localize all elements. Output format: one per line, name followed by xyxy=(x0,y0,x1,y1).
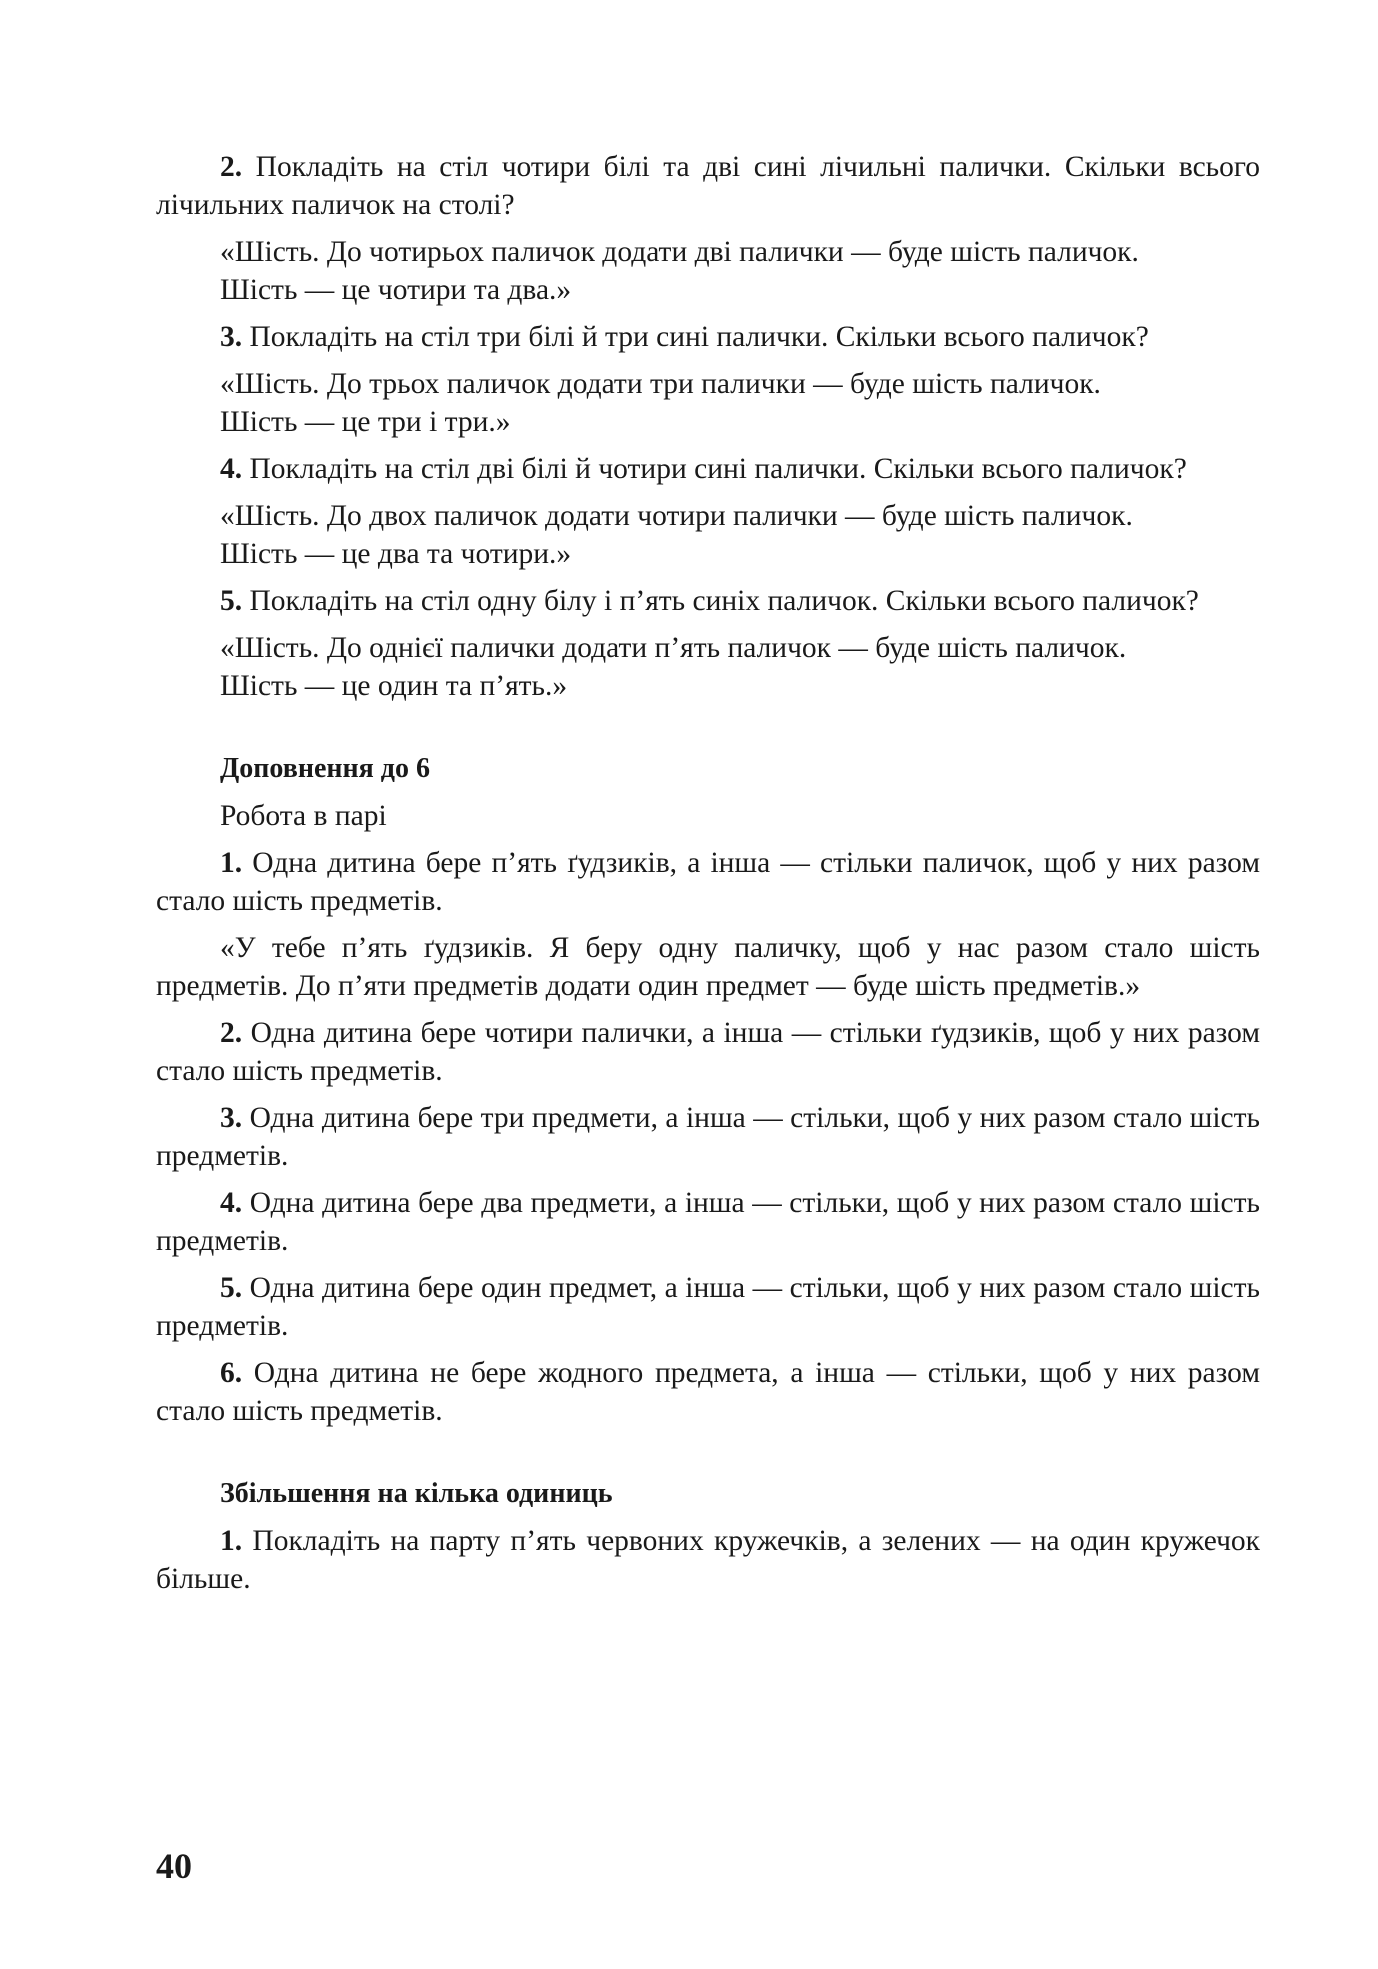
task-number: 4. xyxy=(220,453,243,485)
answer-line: Шість — це два та чотири.» xyxy=(220,538,572,570)
pair-task-4 xyxy=(156,1184,1260,1260)
task-number: 6. xyxy=(220,1357,243,1389)
section-subheading: Робота в парі xyxy=(220,800,387,832)
answer-4 xyxy=(220,497,1260,573)
task-text: Покладіть на стіл одну білу і п’ять синіх паличок. Скільки всього паличок? xyxy=(242,585,1199,617)
task-text: Одна дитина бере п’ять ґудзиків, а інша — стільки паличок, щоб у них разом стало шість предметів. xyxy=(156,847,1260,917)
section-heading: Доповнення до 6 xyxy=(220,753,430,784)
answer-line: Шість — це чотири та два.» xyxy=(220,274,572,306)
section-gap xyxy=(156,714,1260,750)
task-number: 3. xyxy=(220,1102,243,1134)
task-4 xyxy=(156,450,1260,488)
task-text: Одна дитина не бере жодного предмета, а інша — стільки, щоб у них разом стало шість предметів. xyxy=(156,1357,1260,1427)
answer-line: «Шість. До двох паличок додати чотири палички — буде шість паличок. xyxy=(220,500,1133,532)
answer-line: «Шість. До трьох паличок додати три палички — буде шість паличок. xyxy=(220,368,1101,400)
task-number: 2. xyxy=(220,1017,243,1049)
answer-3 xyxy=(220,365,1260,441)
task-text: Покладіть на стіл три білі й три сині палички. Скільки всього паличок? xyxy=(242,321,1149,353)
page-number: 40 xyxy=(156,1846,192,1886)
task-text: Одна дитина бере один предмет, а інша — стільки, щоб у них разом стало шість предметів. xyxy=(156,1272,1260,1342)
pair-answer-1: «У тебе п’ять ґудзиків. Я беру одну паличку, щоб у нас разом стало шість предметів. До п’яти предметів додати один предмет — буде шість предметів.» xyxy=(156,932,1260,1002)
task-number: 5. xyxy=(220,1272,243,1304)
pair-task-6 xyxy=(156,1354,1260,1430)
answer-line: «Шість. До чотирьох паличок додати дві палички — буде шість паличок. xyxy=(220,236,1139,268)
pair-task-2 xyxy=(156,1014,1260,1090)
task-text: Одна дитина бере чотири палички, а інша — стільки ґудзиків, щоб у них разом стало шість предметів. xyxy=(156,1017,1260,1087)
task-number: 4. xyxy=(220,1187,243,1219)
pair-task-1 xyxy=(156,844,1260,920)
task-text: Покладіть на парту п’ять червоних кружечків, а зелених — на один кружечок більше. xyxy=(156,1525,1260,1595)
answer-2 xyxy=(220,233,1260,309)
answer-line: Шість — це один та п’ять.» xyxy=(220,670,568,702)
task-text: Одна дитина бере два предмети, а інша — стільки, щоб у них разом стало шість предметів. xyxy=(156,1187,1260,1257)
task-number: 3. xyxy=(220,321,243,353)
task-number: 2. xyxy=(220,151,243,183)
answer-5 xyxy=(220,629,1260,705)
pair-task-5 xyxy=(156,1269,1260,1345)
task-text: Покладіть на стіл чотири білі та дві сині лічильні палички. Скільки всього лічильних паличок на столі? xyxy=(156,151,1260,221)
task-number: 5. xyxy=(220,585,243,617)
section-gap xyxy=(156,1439,1260,1475)
answer-line: «Шість. До однієї палички додати п’ять паличок — буде шість паличок. xyxy=(220,632,1127,664)
task-3 xyxy=(156,318,1260,356)
answer-line: Шість — це три і три.» xyxy=(220,406,511,438)
task-number: 1. xyxy=(220,847,243,879)
pair-task-3 xyxy=(156,1099,1260,1175)
task-text: Покладіть на стіл дві білі й чотири сині палички. Скільки всього паличок? xyxy=(242,453,1187,485)
task-text: Одна дитина бере три предмети, а інша — стільки, щоб у них разом стало шість предметів. xyxy=(156,1102,1260,1172)
increase-task-1 xyxy=(156,1522,1260,1598)
task-2 xyxy=(156,148,1260,224)
page-content xyxy=(156,148,1260,1607)
section-heading: Збільшення на кілька одиниць xyxy=(220,1478,613,1509)
task-number: 1. xyxy=(220,1525,243,1557)
task-5 xyxy=(156,582,1260,620)
